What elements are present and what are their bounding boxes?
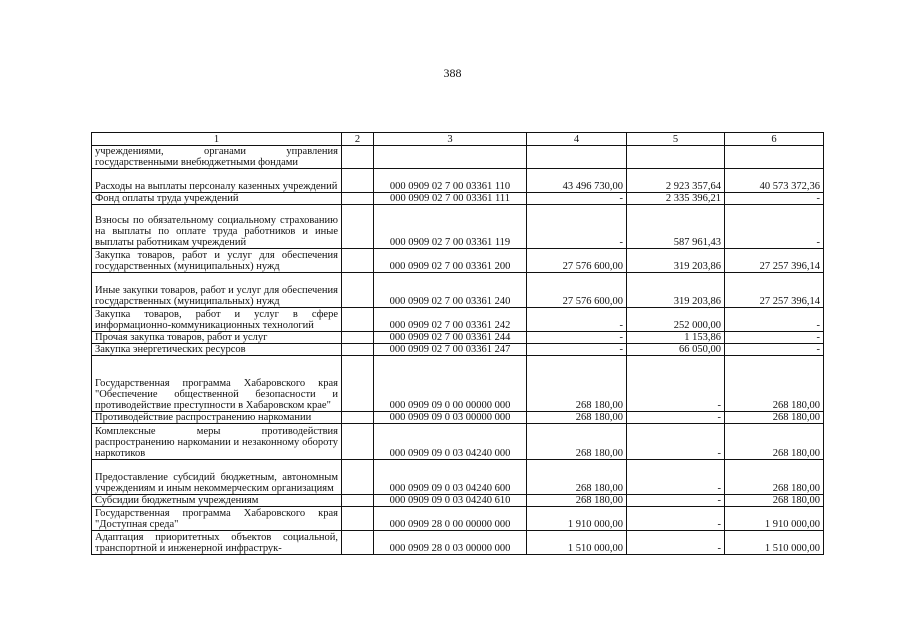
row-amount-executed-cell: 319 203,86 (627, 249, 725, 273)
row-name-cell: Прочая закупка товаров, работ и услуг (92, 332, 342, 344)
header-cell-4: 4 (527, 133, 627, 146)
row-empty-cell (342, 460, 374, 495)
row-amount-remaining-cell: 268 180,00 (725, 356, 824, 412)
table-row (92, 460, 824, 495)
table-row (92, 332, 824, 344)
row-empty-cell (342, 344, 374, 356)
table-row (92, 193, 824, 205)
row-code-cell: 000 0909 28 0 03 00000 000 (374, 531, 527, 555)
row-code-cell: 000 0909 02 7 00 03361 119 (374, 205, 527, 249)
table-row (92, 205, 824, 249)
row-amount-remaining-cell: 27 257 396,14 (725, 249, 824, 273)
header-row (92, 133, 824, 146)
row-amount-remaining-cell: 268 180,00 (725, 495, 824, 507)
row-name-cell: Фонд оплаты труда учреждений (92, 193, 342, 205)
row-empty-cell (342, 273, 374, 308)
row-empty-cell (342, 412, 374, 424)
row-amount-approved-cell: 268 180,00 (527, 412, 627, 424)
row-amount-remaining-cell: 1 910 000,00 (725, 507, 824, 531)
row-name-cell: Государственная программа Хабаровского края "Доступная среда" (92, 507, 342, 531)
row-name-cell: Взносы по обязательному социальному страхованию на выплаты по оплате труда работников и иные выплаты работникам учреждений (92, 205, 342, 249)
row-name-cell: Комплексные меры противодействия распространению наркомании и незаконному обороту наркотиков (92, 424, 342, 460)
table-row (92, 146, 824, 169)
row-name-cell: Адаптация приоритетных объектов социальной, транспортной и инженерной инфраструк- (92, 531, 342, 555)
row-code-cell: 000 0909 02 7 00 03361 247 (374, 344, 527, 356)
row-amount-remaining-cell: - (725, 332, 824, 344)
row-amount-executed-cell: 319 203,86 (627, 273, 725, 308)
budget-table (91, 132, 824, 555)
row-code-cell: 000 0909 09 0 03 04240 600 (374, 460, 527, 495)
row-amount-executed-cell (627, 146, 725, 169)
row-amount-approved-cell: 43 496 730,00 (527, 169, 627, 193)
row-name-cell: Закупка товаров, работ и услуг для обеспечения государственных (муниципальных) нужд (92, 249, 342, 273)
row-amount-approved-cell: 268 180,00 (527, 460, 627, 495)
row-empty-cell (342, 146, 374, 169)
row-amount-approved-cell: - (527, 193, 627, 205)
row-amount-approved-cell: - (527, 344, 627, 356)
table-row (92, 531, 824, 555)
header-cell-5: 5 (627, 133, 725, 146)
row-name-cell: Закупка товаров, работ и услуг в сфере информационно-коммуникационных технологий (92, 308, 342, 332)
table-row (92, 412, 824, 424)
row-name-cell: Предоставление субсидий бюджетным, автономным учреждениям и иным некоммерческим организациям (92, 460, 342, 495)
row-empty-cell (342, 332, 374, 344)
header-cell-6: 6 (725, 133, 824, 146)
row-code-cell: 000 0909 02 7 00 03361 110 (374, 169, 527, 193)
row-amount-executed-cell: - (627, 531, 725, 555)
table-row (92, 308, 824, 332)
row-amount-remaining-cell: 1 510 000,00 (725, 531, 824, 555)
row-amount-executed-cell: - (627, 356, 725, 412)
row-code-cell: 000 0909 28 0 00 00000 000 (374, 507, 527, 531)
row-empty-cell (342, 424, 374, 460)
row-amount-remaining-cell: 27 257 396,14 (725, 273, 824, 308)
row-amount-approved-cell: 268 180,00 (527, 424, 627, 460)
row-amount-approved-cell: - (527, 308, 627, 332)
row-amount-executed-cell: - (627, 460, 725, 495)
header-cell-2: 2 (342, 133, 374, 146)
row-amount-approved-cell: 27 576 600,00 (527, 273, 627, 308)
row-code-cell (374, 146, 527, 169)
row-empty-cell (342, 249, 374, 273)
row-code-cell: 000 0909 02 7 00 03361 242 (374, 308, 527, 332)
row-name-cell: Закупка энергетических ресурсов (92, 344, 342, 356)
row-name-cell: учреждениями, органами управления государственными внебюджетными фондами (92, 146, 342, 169)
row-amount-approved-cell: 268 180,00 (527, 356, 627, 412)
row-empty-cell (342, 308, 374, 332)
row-amount-executed-cell: - (627, 507, 725, 531)
row-amount-remaining-cell: 40 573 372,36 (725, 169, 824, 193)
row-empty-cell (342, 356, 374, 412)
row-name-cell: Противодействие распространению наркомании (92, 412, 342, 424)
row-empty-cell (342, 531, 374, 555)
row-amount-remaining-cell: 268 180,00 (725, 424, 824, 460)
row-empty-cell (342, 193, 374, 205)
table-row (92, 249, 824, 273)
row-code-cell: 000 0909 09 0 03 00000 000 (374, 412, 527, 424)
row-amount-executed-cell: 587 961,43 (627, 205, 725, 249)
table-row (92, 169, 824, 193)
row-name-cell: Государственная программа Хабаровского края "Обеспечение общественной безопасности и противодействие преступности в Хабаровском крае" (92, 356, 342, 412)
row-amount-approved-cell: 27 576 600,00 (527, 249, 627, 273)
row-name-cell: Иные закупки товаров, работ и услуг для обеспечения государственных (муниципальных) нужд (92, 273, 342, 308)
table-row (92, 424, 824, 460)
table-row (92, 507, 824, 531)
row-code-cell: 000 0909 02 7 00 03361 111 (374, 193, 527, 205)
row-name-cell: Субсидии бюджетным учреждениям (92, 495, 342, 507)
row-amount-executed-cell: 1 153,86 (627, 332, 725, 344)
row-amount-approved-cell: 268 180,00 (527, 495, 627, 507)
row-amount-approved-cell: - (527, 205, 627, 249)
table-row (92, 356, 824, 412)
row-amount-remaining-cell: - (725, 205, 824, 249)
table-row (92, 495, 824, 507)
row-amount-remaining-cell: - (725, 308, 824, 332)
page-number: 388 (443, 66, 462, 80)
header-cell-1: 1 (92, 133, 342, 146)
row-empty-cell (342, 495, 374, 507)
row-name-cell: Расходы на выплаты персоналу казенных учреждений (92, 169, 342, 193)
row-amount-executed-cell: 2 335 396,21 (627, 193, 725, 205)
row-amount-remaining-cell: 268 180,00 (725, 412, 824, 424)
row-code-cell: 000 0909 09 0 00 00000 000 (374, 356, 527, 412)
row-amount-executed-cell: - (627, 495, 725, 507)
row-amount-executed-cell: - (627, 412, 725, 424)
row-code-cell: 000 0909 02 7 00 03361 240 (374, 273, 527, 308)
row-amount-executed-cell: 66 050,00 (627, 344, 725, 356)
row-code-cell: 000 0909 09 0 03 04240 000 (374, 424, 527, 460)
row-amount-executed-cell: 252 000,00 (627, 308, 725, 332)
row-amount-approved-cell: 1 910 000,00 (527, 507, 627, 531)
row-amount-approved-cell: - (527, 332, 627, 344)
row-amount-approved-cell: 1 510 000,00 (527, 531, 627, 555)
table-row (92, 273, 824, 308)
row-amount-executed-cell: - (627, 424, 725, 460)
row-empty-cell (342, 507, 374, 531)
row-amount-executed-cell: 2 923 357,64 (627, 169, 725, 193)
row-amount-remaining-cell: - (725, 193, 824, 205)
row-empty-cell (342, 169, 374, 193)
row-amount-approved-cell (527, 146, 627, 169)
row-amount-remaining-cell: - (725, 344, 824, 356)
row-empty-cell (342, 205, 374, 249)
row-code-cell: 000 0909 02 7 00 03361 200 (374, 249, 527, 273)
row-amount-remaining-cell (725, 146, 824, 169)
row-amount-remaining-cell: 268 180,00 (725, 460, 824, 495)
row-code-cell: 000 0909 02 7 00 03361 244 (374, 332, 527, 344)
row-code-cell: 000 0909 09 0 03 04240 610 (374, 495, 527, 507)
header-cell-3: 3 (374, 133, 527, 146)
table-row (92, 344, 824, 356)
